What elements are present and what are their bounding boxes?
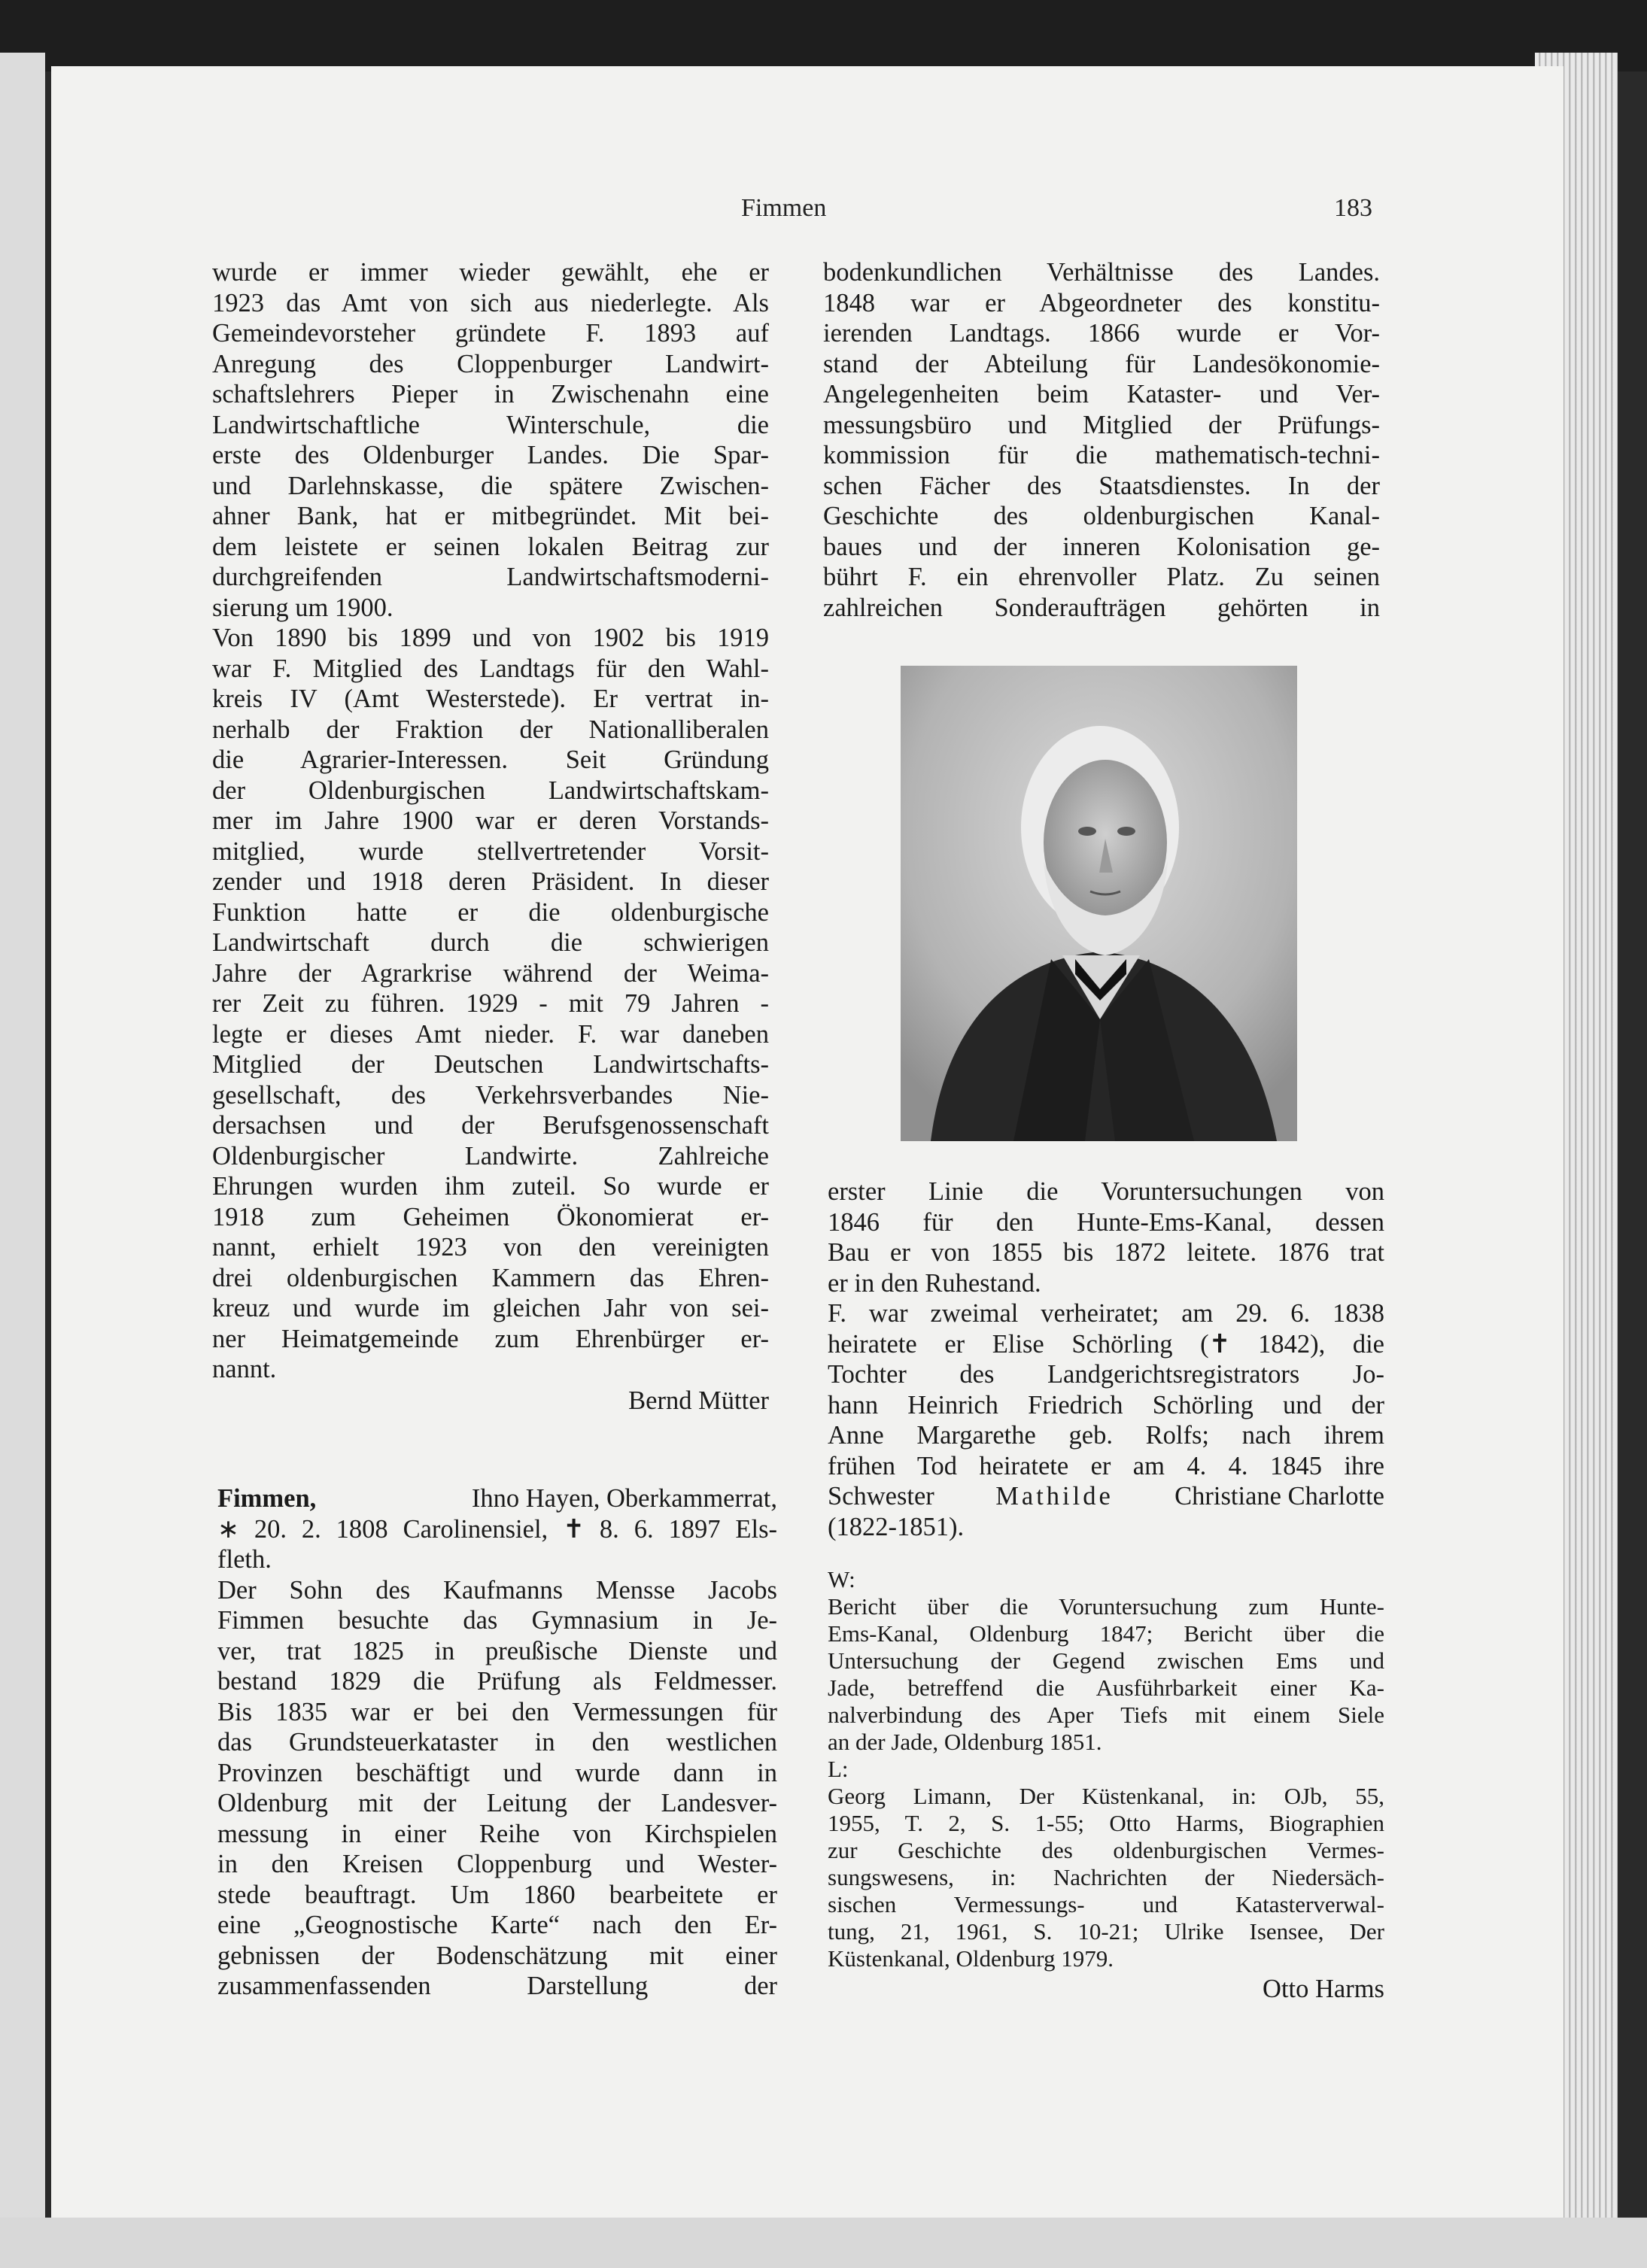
text-line: Der Sohn des Kaufmanns Mensse Jacobs <box>217 1575 777 1605</box>
entry-headline <box>217 1483 777 1514</box>
works-line: Untersuchung der Gegend zwischen Ems und <box>828 1647 1384 1674</box>
text-line: kommission für die mathematisch-techni- <box>823 441 1380 469</box>
text-line: erste des Oldenburger Landes. Die Spar- <box>212 441 769 469</box>
text-line: Bis 1835 war er bei den Vermessungen für <box>217 1697 777 1726</box>
text-line: bührt F. ein ehrenvoller Platz. Zu seinen <box>823 563 1380 591</box>
text-line: die Agrarier-Interessen. Seit Gründung <box>212 745 769 774</box>
text-line: mitglied, wurde stellvertretender Vorsit- <box>212 836 769 866</box>
text-line: Landwirtschaftliche Winterschule, die <box>212 410 769 439</box>
works-section <box>828 1566 1384 1972</box>
schwester-word: Schwester <box>828 1482 934 1510</box>
works-line: Jade, betreffend die Ausführbarkeit einer Ka- <box>828 1674 1384 1701</box>
literature-line: sungswesens, in: Nachrichten der Niedersäch- <box>828 1864 1384 1890</box>
text-line: nannt, erhielt 1923 von den vereinigten <box>212 1233 769 1262</box>
text-line: F. war zweimal verheiratet; am 29. 6. 1838 <box>828 1299 1384 1328</box>
text-line: ierenden Landtags. 1866 wurde er Vor- <box>823 319 1380 348</box>
literature-line: sischen Vermessungs- und Katasterverwal- <box>828 1891 1384 1917</box>
text-line: Landwirtschaft durch die schwierigen <box>212 928 769 957</box>
text-line: nannt. <box>212 1355 277 1383</box>
text-line: zusammenfassenden Darstellung der <box>217 1972 777 2000</box>
text-line: Provinzen beschäftigt und wurde dann in <box>217 1758 777 1787</box>
text-line: 1846 für den Hunte-Ems-Kanal, dessen <box>828 1207 1384 1237</box>
literature-label: L: <box>828 1756 849 1782</box>
author-signature-block <box>212 1386 769 1416</box>
text-line: fleth. <box>217 1545 272 1574</box>
text-line: ahner Bank, hat er mitbegründet. Mit bei- <box>212 502 769 530</box>
text-line: schaftslehrers Pieper in Zwischenahn eine <box>212 380 769 408</box>
text-line: stand der Abteilung für Landesökonomie- <box>823 349 1380 378</box>
text-line: legte er dieses Amt nieder. F. war daneben <box>212 1019 769 1049</box>
text-line: dem leistete er seinen lokalen Beitrag zur <box>212 532 769 561</box>
text-line: frühen Tod heiratete er am 4. 4. 1845 ihre <box>828 1451 1384 1480</box>
text-line: Oldenburg mit der Leitung der Landesver- <box>217 1789 777 1817</box>
literature-list <box>828 1783 1384 1972</box>
text-line: in den Kreisen Cloppenburg und Wester- <box>217 1850 777 1878</box>
text-line: Funktion hatte er die oldenburgische <box>212 897 769 927</box>
schwester-line <box>828 1481 1384 1512</box>
entry-fimmen <box>217 1483 777 2002</box>
text-line: er in den Ruhestand. <box>828 1268 1041 1298</box>
text-line: drei oldenburgischen Kammern das Ehren- <box>212 1263 769 1292</box>
text-line: stede beauftragt. Um 1860 bearbeitete er <box>217 1880 777 1909</box>
text-line: gebnissen der Bodenschätzung mit einer <box>217 1941 777 1970</box>
text-line: messungsbüro und Mitglied der Prüfungs- <box>823 410 1380 439</box>
works-line: nalverbindung des Aper Tiefs mit einem Siele <box>828 1702 1384 1728</box>
text-line: sierung um 1900. <box>212 593 394 622</box>
text-line: hann Heinrich Friedrich Schörling und der <box>828 1390 1384 1419</box>
works-line: Ems-Kanal, Oldenburg 1847; Bericht über die <box>828 1620 1384 1647</box>
text-line: bestand 1829 die Prüfung als Feldmesser. <box>217 1667 777 1696</box>
text-line: Fimmen besuchte das Gymnasium in Je- <box>217 1606 777 1635</box>
literature-line: Georg Limann, Der Küstenkanal, in: OJb, 55, <box>828 1783 1384 1809</box>
text-line: war F. Mitglied des Landtags für den Wahl- <box>212 654 769 683</box>
text-line: bodenkundlichen Verhältnisse des Landes. <box>823 258 1380 287</box>
entry-name: Fimmen, <box>217 1484 317 1513</box>
text-line: 1918 zum Geheimen Ökonomierat er- <box>212 1202 769 1231</box>
text-line: Ehrungen wurden ihm zuteil. So wurde er <box>212 1172 769 1201</box>
text-line: Angelegenheiten beim Kataster- und Ver- <box>823 380 1380 408</box>
page-number: 183 <box>1334 194 1372 222</box>
text-line: 1848 war er Abgeordneter des konstitu- <box>823 288 1380 317</box>
literature-line: tung, 21, 1961, S. 10-21; Ulrike Isensee, Der <box>828 1918 1384 1945</box>
text-line: Tochter des Landgerichtsregistrators Jo- <box>828 1360 1384 1389</box>
right-column-bottom <box>828 1177 1384 2005</box>
right-column-top <box>823 257 1380 623</box>
author-signature: Bernd Mütter <box>628 1386 769 1415</box>
works-label: W: <box>828 1566 855 1592</box>
schwester-names: Christiane Charlotte <box>1174 1482 1384 1510</box>
entry-headline-rest: Ihno Hayen, Oberkammerrat, <box>471 1484 777 1513</box>
text-line: Bau er von 1855 bis 1872 leitete. 1876 trat <box>828 1238 1384 1267</box>
spaced-name: Mathilde <box>995 1482 1114 1510</box>
text-line: zender und 1918 deren Präsident. In dieser <box>212 867 769 896</box>
literature-line: zur Geschichte des oldenburgischen Vermes- <box>828 1837 1384 1863</box>
right-column-body <box>828 1177 1384 1481</box>
text-line: der Oldenburgischen Landwirtschaftskam- <box>212 776 769 805</box>
text-line: zahlreichen Sonderaufträgen gehörten in <box>823 593 1380 622</box>
text-line: mer im Jahre 1900 war er deren Vorstands- <box>212 806 769 835</box>
works-list <box>828 1593 1384 1756</box>
author-signature-right: Otto Harms <box>1263 1975 1384 2003</box>
running-head-title: Fimmen <box>741 194 827 222</box>
text-line: kreis IV (Amt Westerstede). Er vertrat in- <box>212 685 769 713</box>
text-line: schen Fächer des Staatsdienstes. In der <box>823 471 1380 500</box>
text-line: heiratete er Elise Schörling (✝ 1842), die <box>828 1329 1384 1359</box>
years-line: (1822-1851). <box>828 1512 965 1541</box>
text-line: das Grundsteuerkataster in den westlichen <box>217 1728 777 1756</box>
text-line: wurde er immer wieder gewählt, ehe er <box>212 258 769 287</box>
facing-page-edge <box>0 53 45 2268</box>
scan-background-bottom <box>0 2218 1647 2268</box>
entry-body <box>217 1544 777 2002</box>
text-line: Gemeindevorsteher gründete F. 1893 auf <box>212 319 769 348</box>
text-line: Anne Margarethe geb. Rolfs; nach ihrem <box>828 1421 1384 1450</box>
text-line: ner Heimatgemeinde zum Ehrenbürger er- <box>212 1324 769 1353</box>
text-line: gesellschaft, des Verkehrsverbandes Nie- <box>212 1080 769 1110</box>
text-line: Von 1890 bis 1899 und von 1902 bis 1919 <box>212 624 769 652</box>
entry-dates: ∗ 20. 2. 1808 Carolinensiel, ✝ 8. 6. 1897 Els- <box>217 1514 777 1544</box>
text-line: ver, trat 1825 in preußische Dienste und <box>217 1636 777 1665</box>
text-line: dersachsen und der Berufsgenossenschaft <box>212 1111 769 1140</box>
text-line: und Darlehnskasse, die spätere Zwischen- <box>212 471 769 500</box>
works-line: Bericht über die Voruntersuchung zum Hunte- <box>828 1593 1384 1620</box>
portrait-photo <box>901 666 1297 1141</box>
text-line: durchgreifenden Landwirtschaftsmoderni- <box>212 563 769 591</box>
text-line: kreuz und wurde im gleichen Jahr von sei- <box>212 1294 769 1322</box>
text-line: 1923 das Amt von sich aus niederlegte. Als <box>212 288 769 317</box>
text-line: Anregung des Cloppenburger Landwirt- <box>212 349 769 378</box>
text-line: nerhalb der Fraktion der Nationalliberalen <box>212 715 769 744</box>
left-column-continuation <box>212 257 769 1385</box>
text-line: Mitglied der Deutschen Landwirtschafts- <box>212 1050 769 1079</box>
literature-line: Küstenkanal, Oldenburg 1979. <box>828 1945 1114 1972</box>
text-line: Jahre der Agrarkrise während der Weima- <box>212 958 769 988</box>
text-line: messung in einer Reihe von Kirchspielen <box>217 1819 777 1848</box>
literature-line: 1955, T. 2, S. 1-55; Otto Harms, Biographien <box>828 1810 1384 1836</box>
text-line: eine „Geognostische Karte“ nach den Er- <box>217 1911 777 1939</box>
text-line: Geschichte des oldenburgischen Kanal- <box>823 502 1380 530</box>
scan-background-top <box>0 0 1647 71</box>
text-line: rer Zeit zu führen. 1929 - mit 79 Jahren - <box>212 989 769 1018</box>
text-line: Oldenburgischer Landwirte. Zahlreiche <box>212 1141 769 1170</box>
works-line: an der Jade, Oldenburg 1851. <box>828 1729 1102 1755</box>
text-line: baues und der inneren Kolonisation ge- <box>823 532 1380 561</box>
text-line: erster Linie die Voruntersuchungen von <box>828 1177 1384 1206</box>
